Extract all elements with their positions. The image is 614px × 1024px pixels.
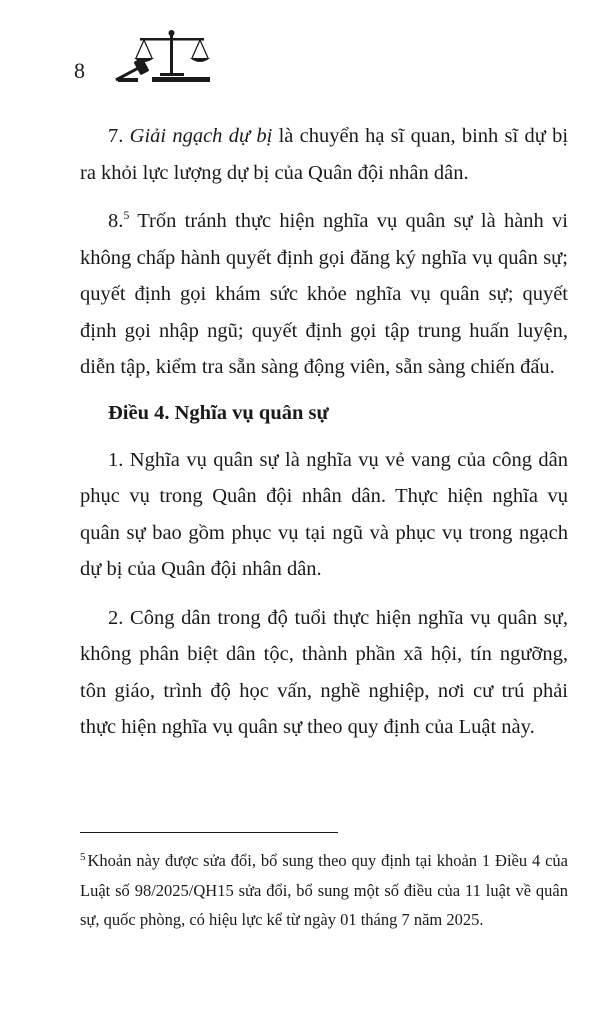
footnote-mark: 5	[80, 850, 86, 863]
footnote-divider	[80, 832, 338, 833]
paragraph-8-number: 8.	[108, 210, 124, 232]
body-text	[80, 118, 568, 758]
page-header	[74, 28, 274, 88]
footnote-text: Khoản này được sửa đổi, bổ sung theo quy định tại khoản 1 Điều 4 của Luật số 98/2025/QH15 sửa đổi, bổ sung một số điều của 11 luật về quân sự, quốc phòng, có hiệu lực kể từ ngày 01 tháng 7 năm 2025.	[80, 851, 568, 929]
article-clause-1: 1. Nghĩa vụ quân sự là nghĩa vụ vẻ vang của công dân phục vụ trong Quân đội nhân dân. Thực hiện nghĩa vụ quân sự bao gồm phục vụ tại ngũ và phục vụ trong ngạch dự bị của Quân đội nhân dân.	[80, 448, 568, 580]
article-clause-2: 2. Công dân trong độ tuổi thực hiện nghĩa vụ quân sự, không phân biệt dân tộc, thành phần xã hội, tín ngưỡng, tôn giáo, trình độ học vấn, nghề nghiệp, nơi cư trú phải thực hiện nghĩa vụ quân sự theo quy định của Luật này.	[80, 606, 568, 738]
page-number: 8	[74, 58, 85, 83]
paragraph-7	[80, 118, 568, 191]
paragraph-8	[80, 203, 568, 386]
paragraph-7-number: 7.	[108, 125, 124, 147]
footnote	[80, 846, 568, 935]
paragraph-7-text: là chuyển hạ sĩ quan, binh sĩ dự bị ra khỏi lực lượng dự bị của Quân đội nhân dân.	[80, 125, 569, 184]
article-heading: Điều 4. Nghĩa vụ quân sự	[108, 401, 329, 424]
scales-of-justice-icon	[112, 28, 232, 84]
footnote-reference: 5	[123, 208, 130, 223]
paragraph-8-text: Trốn tránh thực hiện nghĩa vụ quân sự là hành vi không chấp hành quyết định gọi đăng ký nghĩa vụ quân sự; quyết định gọi khám sức khỏe nghĩa vụ quân sự; quyết định gọi nhập ngũ; quyết định gọi tập trung huấn luyện, diễn tập, kiểm tra sẵn sàng động viên, sẵn sàng chiến đấu.	[80, 210, 568, 378]
paragraph-7-term: Giải ngạch dự bị	[129, 125, 273, 147]
